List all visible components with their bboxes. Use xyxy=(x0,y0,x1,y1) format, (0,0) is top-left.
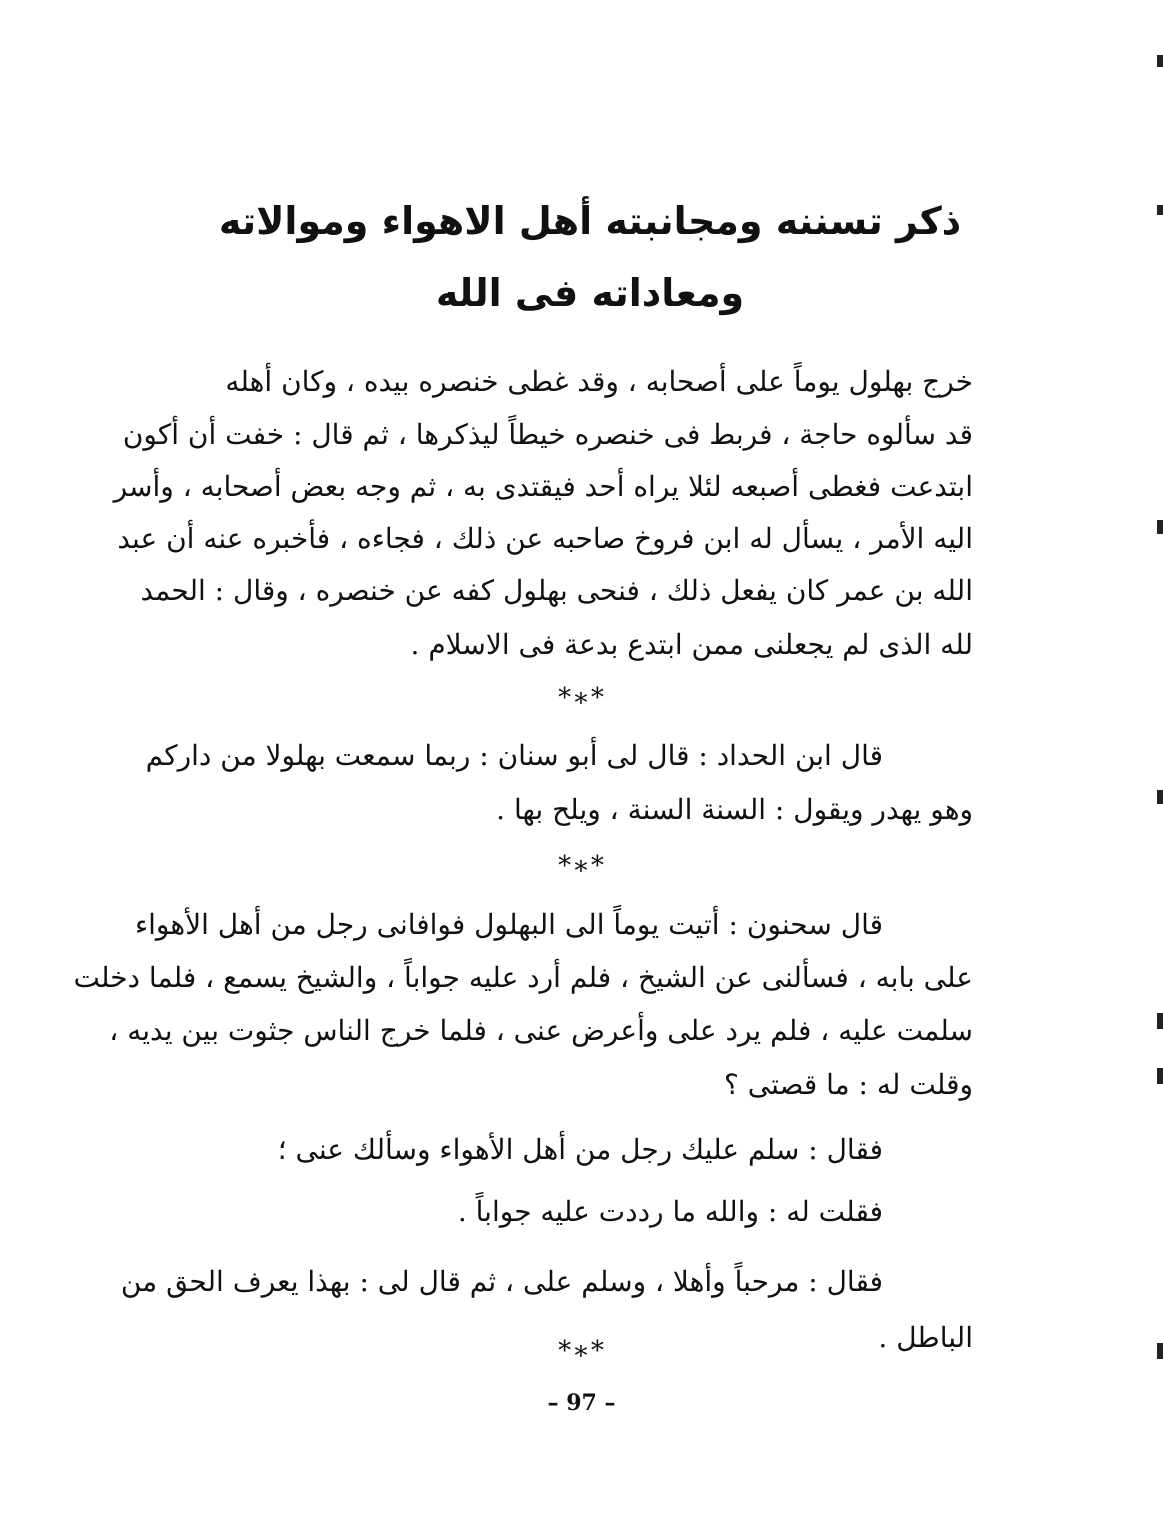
scan-edge-mark xyxy=(1157,205,1163,215)
paragraph-6-line-2: الباطل . xyxy=(878,1321,973,1354)
section-separator: *∗* xyxy=(558,1336,605,1366)
paragraph-2-line-1: قال ابن الحداد : قال لى أبو سنان : ربما سمعت بهلولا من داركم xyxy=(145,739,883,772)
paragraph-1-line-2: قد سألوه حاجة ، فربط فى خنصره خيطاً ليذكرها ، ثم قال : خفت أن أكون xyxy=(122,418,973,451)
paragraph-6-line-1: فقال : مرحباً وأهلا ، وسلم على ، ثم قال لى : بهذا يعرف الحق من xyxy=(120,1265,883,1298)
paragraph-1-line-3: ابتدعت فغطى أصبعه لئلا يراه أحد فيقتدى به ، ثم وجه بعض أصحابه ، وأسر xyxy=(113,470,973,503)
paragraph-1-line-5: الله بن عمر كان يفعل ذلك ، فنحى بهلول كفه عن خنصره ، وقال : الحمد xyxy=(140,574,973,607)
scan-edge-mark xyxy=(1157,55,1163,67)
paragraph-1-line-1: خرج بهلول يوماً على أصحابه ، وقد غطى خنصره بيده ، وكان أهله xyxy=(225,365,973,398)
page-number: – 97 – xyxy=(547,1390,616,1416)
paragraph-5-line-1: فقلت له : والله ما رددت عليه جواباً . xyxy=(457,1195,883,1228)
scan-edge-mark xyxy=(1157,1343,1163,1359)
paragraph-1-line-4: اليه الأمر ، يسأل له ابن فروخ صاحبه عن ذلك ، فجاءه ، فأخبره عنه أن عبد xyxy=(117,522,973,555)
paragraph-3-line-4: وقلت له : ما قصتى ؟ xyxy=(724,1068,973,1101)
chapter-title-line-1: ذكر تسننه ومجانبته أهل الاهواء وموالاته xyxy=(218,199,962,243)
paragraph-3-line-2: على بابه ، فسألنى عن الشيخ ، فلم أرد عليه جواباً ، والشيخ يسمع ، فلما دخلت xyxy=(73,961,973,994)
scan-edge-mark xyxy=(1157,520,1163,534)
scan-edge-mark xyxy=(1157,1068,1163,1084)
paragraph-3-line-3: سلمت عليه ، فلم يرد على وأعرض عنى ، فلما خرج الناس جثوت بين يديه ، xyxy=(109,1014,973,1047)
section-separator: *∗* xyxy=(558,851,605,881)
paragraph-2-line-2: وهو يهدر ويقول : السنة السنة ، ويلح بها . xyxy=(496,793,973,826)
paragraph-4-line-1: فقال : سلم عليك رجل من أهل الأهواء وسألك عنى ؛ xyxy=(277,1133,883,1166)
paragraph-3-line-1: قال سحنون : أتيت يوماً الى البهلول فوافانى رجل من أهل الأهواء xyxy=(134,908,883,941)
scan-edge-mark xyxy=(1157,790,1163,804)
paragraph-1-line-6: لله الذى لم يجعلنى ممن ابتدع بدعة فى الاسلام . xyxy=(410,628,973,661)
section-separator: *∗* xyxy=(558,683,605,713)
chapter-title-line-2: ومعاداته فى الله xyxy=(435,271,745,315)
scan-edge-mark xyxy=(1157,1013,1163,1029)
